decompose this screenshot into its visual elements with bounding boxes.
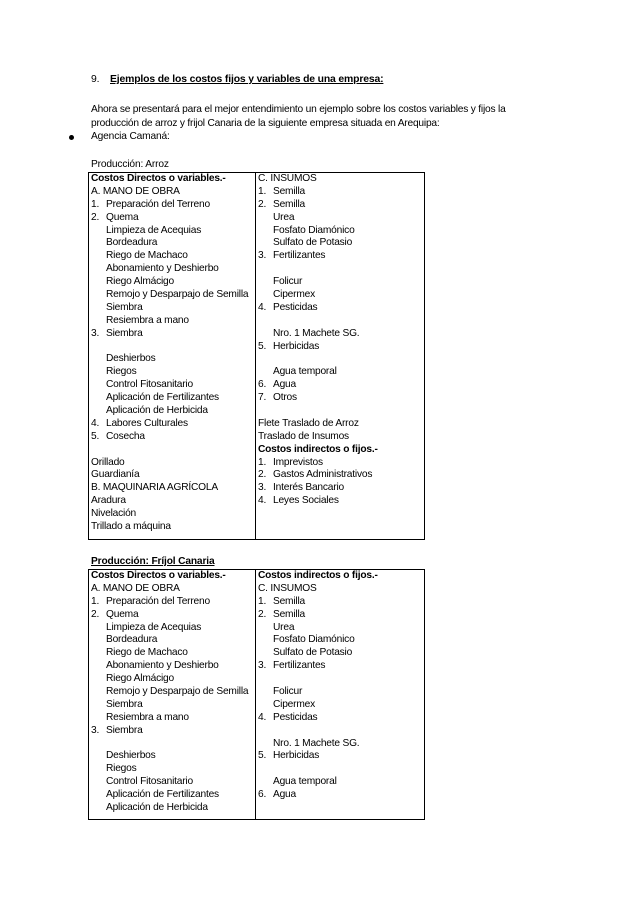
item-text: Cipermex bbox=[273, 698, 315, 710]
cost-item bbox=[258, 789, 424, 802]
cost-item bbox=[258, 225, 424, 238]
cost-item bbox=[91, 521, 255, 534]
cost-item bbox=[258, 212, 424, 225]
item-text: Labores Culturales bbox=[106, 417, 188, 429]
cost-item bbox=[258, 634, 424, 647]
cost-item bbox=[91, 289, 255, 302]
item-text: Preparación del Terreno bbox=[106, 595, 210, 607]
cost-item bbox=[91, 495, 255, 508]
section2-direct-costs-cell bbox=[89, 570, 256, 820]
item-number: 5. bbox=[91, 430, 100, 442]
cost-item bbox=[258, 276, 424, 289]
item-text: Limpieza de Acequias bbox=[106, 224, 202, 236]
cost-item bbox=[91, 431, 255, 444]
cost-item bbox=[91, 405, 255, 418]
item-text: Flete Traslado de Arroz bbox=[258, 417, 359, 429]
cost-item bbox=[91, 802, 255, 815]
item-text: Riego de Machaco bbox=[106, 250, 188, 262]
item-number: 2. bbox=[91, 211, 100, 223]
item-number: 2. bbox=[91, 608, 100, 620]
item-text: Remojo y Desparpajo de Semilla bbox=[106, 289, 249, 301]
item-text: A. MANO DE OBRA bbox=[91, 185, 180, 197]
item-text: Sulfato de Potasio bbox=[273, 237, 353, 249]
cost-item bbox=[91, 276, 255, 289]
cost-item bbox=[91, 250, 255, 263]
item-number: 5. bbox=[258, 750, 267, 762]
item-text: Siembra bbox=[106, 724, 143, 736]
item-text: Resiembra a mano bbox=[106, 711, 189, 723]
cost-item bbox=[258, 341, 424, 354]
item-text: Siembra bbox=[106, 327, 143, 339]
item-number: 1. bbox=[258, 185, 267, 197]
item-text: Semilla bbox=[273, 198, 306, 210]
item-number: 3. bbox=[258, 660, 267, 672]
cost-item bbox=[91, 622, 255, 635]
item-text: Agua temporal bbox=[273, 776, 337, 788]
item-text: Costos indirectos o fijos.- bbox=[258, 443, 378, 455]
cost-item bbox=[258, 647, 424, 660]
item-text: Cipermex bbox=[273, 289, 315, 301]
item-text: Herbicidas bbox=[273, 750, 320, 762]
item-text: Pesticidas bbox=[273, 711, 318, 723]
cost-item bbox=[91, 609, 255, 622]
blank-line bbox=[258, 673, 424, 686]
cost-item bbox=[91, 302, 255, 315]
cost-item bbox=[91, 647, 255, 660]
item-text: Semilla bbox=[273, 608, 306, 620]
item-text: Agua bbox=[273, 379, 296, 391]
cost-item bbox=[258, 776, 424, 789]
cost-item bbox=[258, 328, 424, 341]
item-text: Urea bbox=[273, 621, 295, 633]
cost-item bbox=[91, 366, 255, 379]
item-text: Abonamiento y Deshierbo bbox=[106, 660, 219, 672]
section2-title: Producción: Fríjol Canaria bbox=[91, 556, 215, 567]
cost-item bbox=[258, 686, 424, 699]
cost-item bbox=[91, 469, 255, 482]
item-text: Costos Directos o variables.- bbox=[91, 173, 226, 184]
cost-item bbox=[91, 634, 255, 647]
section2-cost-table bbox=[88, 569, 425, 820]
item-text: Herbicidas bbox=[273, 340, 320, 352]
cost-item bbox=[91, 712, 255, 725]
cost-item bbox=[258, 237, 424, 250]
section1-title: Producción: Arroz bbox=[91, 159, 169, 170]
cost-item bbox=[91, 776, 255, 789]
cost-item bbox=[91, 212, 255, 225]
cost-item bbox=[258, 699, 424, 712]
item-number: 6. bbox=[258, 379, 267, 391]
cost-item bbox=[91, 379, 255, 392]
item-text: A. MANO DE OBRA bbox=[91, 582, 180, 594]
item-number: 2. bbox=[258, 198, 267, 210]
cost-item bbox=[258, 431, 424, 444]
cost-item bbox=[258, 660, 424, 673]
item-text: Trillado a máquina bbox=[91, 521, 171, 533]
item-number: 1. bbox=[258, 456, 267, 468]
item-text: Sulfato de Potasio bbox=[273, 647, 353, 659]
item-text: Remojo y Desparpajo de Semilla bbox=[106, 686, 249, 698]
blank-line bbox=[91, 738, 255, 751]
cost-item bbox=[91, 392, 255, 405]
cost-item bbox=[258, 366, 424, 379]
blank-line bbox=[91, 444, 255, 457]
item-text: Aplicación de Fertilizantes bbox=[106, 392, 219, 404]
item-number: 3. bbox=[258, 250, 267, 262]
cost-item bbox=[91, 315, 255, 328]
blank-line bbox=[91, 341, 255, 354]
cost-item bbox=[91, 199, 255, 212]
item-text: Riego de Machaco bbox=[106, 647, 188, 659]
cost-item bbox=[91, 418, 255, 431]
cost-item bbox=[91, 699, 255, 712]
item-text: Deshierbos bbox=[106, 353, 156, 365]
item-number: 4. bbox=[91, 417, 100, 429]
cost-item bbox=[258, 457, 424, 470]
item-text: Nro. 1 Machete SG. bbox=[273, 327, 360, 339]
cost-item bbox=[258, 750, 424, 763]
cost-item bbox=[258, 289, 424, 302]
item-text: Siembra bbox=[106, 301, 143, 313]
item-number: 3. bbox=[91, 724, 100, 736]
item-number: 2. bbox=[258, 469, 267, 481]
cost-item bbox=[91, 225, 255, 238]
item-text: Costos Directos o variables.- bbox=[91, 570, 226, 581]
item-number: 7. bbox=[258, 392, 267, 404]
cost-item bbox=[91, 482, 255, 495]
item-text: Riego Almácigo bbox=[106, 276, 174, 288]
item-number: 4. bbox=[258, 301, 267, 313]
item-text: Resiembra a mano bbox=[106, 314, 189, 326]
cost-item bbox=[258, 482, 424, 495]
section1-direct-costs-cell bbox=[89, 173, 256, 540]
item-number: 3. bbox=[258, 482, 267, 494]
item-text: Quema bbox=[106, 211, 139, 223]
cost-item bbox=[258, 583, 424, 596]
item-text: Aplicación de Fertilizantes bbox=[106, 789, 219, 801]
cost-item bbox=[258, 444, 424, 457]
item-text: Fosfato Diamónico bbox=[273, 634, 355, 646]
item-text: Nro. 1 Machete SG. bbox=[273, 737, 360, 749]
item-text: Agua temporal bbox=[273, 366, 337, 378]
cost-item bbox=[258, 302, 424, 315]
item-text: Otros bbox=[273, 392, 297, 404]
cost-item bbox=[91, 186, 255, 199]
item-number: 2. bbox=[258, 608, 267, 620]
item-text: Abonamiento y Deshierbo bbox=[106, 263, 219, 275]
item-text: Semilla bbox=[273, 595, 306, 607]
section1-inputs-cell bbox=[256, 173, 425, 540]
item-number: 3. bbox=[91, 327, 100, 339]
item-number: 1. bbox=[91, 595, 100, 607]
item-text: Deshierbos bbox=[106, 750, 156, 762]
cost-item bbox=[91, 789, 255, 802]
cost-item bbox=[91, 660, 255, 673]
item-text: Urea bbox=[273, 211, 295, 223]
cost-item bbox=[91, 686, 255, 699]
item-text: Gastos Administrativos bbox=[273, 469, 373, 481]
item-text: Siembra bbox=[106, 698, 143, 710]
blank-line bbox=[258, 353, 424, 366]
cost-item bbox=[91, 570, 255, 583]
blank-line bbox=[258, 405, 424, 418]
cost-item bbox=[258, 596, 424, 609]
bullet-agency: Agencia Camaná: bbox=[91, 131, 170, 142]
cost-item bbox=[258, 738, 424, 751]
item-text: Costos indirectos o fijos.- bbox=[258, 570, 378, 581]
cost-item bbox=[91, 263, 255, 276]
item-text: Imprevistos bbox=[273, 456, 323, 468]
item-text: Leyes Sociales bbox=[273, 495, 339, 507]
cost-item bbox=[91, 750, 255, 763]
item-text: Riegos bbox=[106, 366, 137, 378]
cost-item bbox=[91, 353, 255, 366]
item-text: Preparación del Terreno bbox=[106, 198, 210, 210]
cost-item bbox=[91, 583, 255, 596]
item-text: Nivelación bbox=[91, 508, 136, 520]
cost-item bbox=[258, 609, 424, 622]
item-text: Guardianía bbox=[91, 469, 140, 481]
cost-item bbox=[258, 418, 424, 431]
cost-item bbox=[258, 712, 424, 725]
bullet-icon bbox=[69, 135, 74, 140]
item-text: C. INSUMOS bbox=[258, 173, 317, 184]
item-text: Fertilizantes bbox=[273, 660, 326, 672]
cost-item bbox=[258, 570, 424, 583]
section2-indirect-costs-cell bbox=[256, 570, 425, 820]
cost-item bbox=[91, 596, 255, 609]
cost-item bbox=[258, 392, 424, 405]
section-heading: Ejemplos de los costos fijos y variables de una empresa: bbox=[110, 74, 384, 85]
intro-paragraph: Ahora se presentará para el mejor entendimiento un ejemplo sobre los costos variables y fijos la producción de arroz y frijol Canaria de la siguiente empresa situada en Arequipa: bbox=[91, 104, 506, 129]
item-text: Fertilizantes bbox=[273, 250, 326, 262]
cost-item bbox=[258, 250, 424, 263]
item-number: 6. bbox=[258, 789, 267, 801]
item-text: Traslado de Insumos bbox=[258, 430, 349, 442]
blank-line bbox=[258, 263, 424, 276]
item-text: Aplicación de Herbicida bbox=[106, 802, 208, 814]
item-text: Control Fitosanitario bbox=[106, 776, 193, 788]
cost-item bbox=[258, 379, 424, 392]
item-text: Interés Bancario bbox=[273, 482, 344, 494]
section1-cost-table bbox=[88, 172, 425, 540]
cost-item bbox=[91, 237, 255, 250]
cost-item bbox=[91, 328, 255, 341]
cost-item bbox=[91, 763, 255, 776]
item-text: Aradura bbox=[91, 495, 126, 507]
item-text: B. MAQUINARIA AGRÍCOLA bbox=[91, 482, 218, 494]
cost-item bbox=[258, 469, 424, 482]
blank-line bbox=[258, 725, 424, 738]
item-text: Riego Almácigo bbox=[106, 673, 174, 685]
item-number: 4. bbox=[258, 495, 267, 507]
item-text: C. INSUMOS bbox=[258, 582, 317, 594]
cost-item bbox=[258, 173, 424, 186]
item-text: Quema bbox=[106, 608, 139, 620]
item-number: 4. bbox=[258, 711, 267, 723]
cost-item bbox=[258, 622, 424, 635]
item-number: 1. bbox=[91, 198, 100, 210]
item-number: 5. bbox=[258, 340, 267, 352]
blank-line bbox=[258, 315, 424, 328]
blank-line bbox=[258, 763, 424, 776]
item-text: Bordeadura bbox=[106, 237, 158, 249]
item-text: Bordeadura bbox=[106, 634, 158, 646]
item-text: Orillado bbox=[91, 456, 125, 468]
item-text: Aplicación de Herbicida bbox=[106, 405, 208, 417]
cost-item bbox=[258, 186, 424, 199]
item-text: Control Fitosanitario bbox=[106, 379, 193, 391]
item-number: 1. bbox=[258, 595, 267, 607]
item-text: Limpieza de Acequias bbox=[106, 621, 202, 633]
cost-item bbox=[91, 725, 255, 738]
cost-item bbox=[258, 495, 424, 508]
item-text: Fosfato Diamónico bbox=[273, 224, 355, 236]
cost-item bbox=[91, 457, 255, 470]
item-text: Folicur bbox=[273, 686, 303, 698]
cost-item bbox=[91, 508, 255, 521]
cost-item bbox=[91, 173, 255, 186]
section-number: 9. bbox=[91, 74, 100, 85]
cost-item bbox=[258, 199, 424, 212]
item-text: Agua bbox=[273, 789, 296, 801]
item-text: Riegos bbox=[106, 763, 137, 775]
item-text: Semilla bbox=[273, 185, 306, 197]
cost-item bbox=[91, 673, 255, 686]
item-text: Pesticidas bbox=[273, 301, 318, 313]
item-text: Folicur bbox=[273, 276, 303, 288]
item-text: Cosecha bbox=[106, 430, 145, 442]
